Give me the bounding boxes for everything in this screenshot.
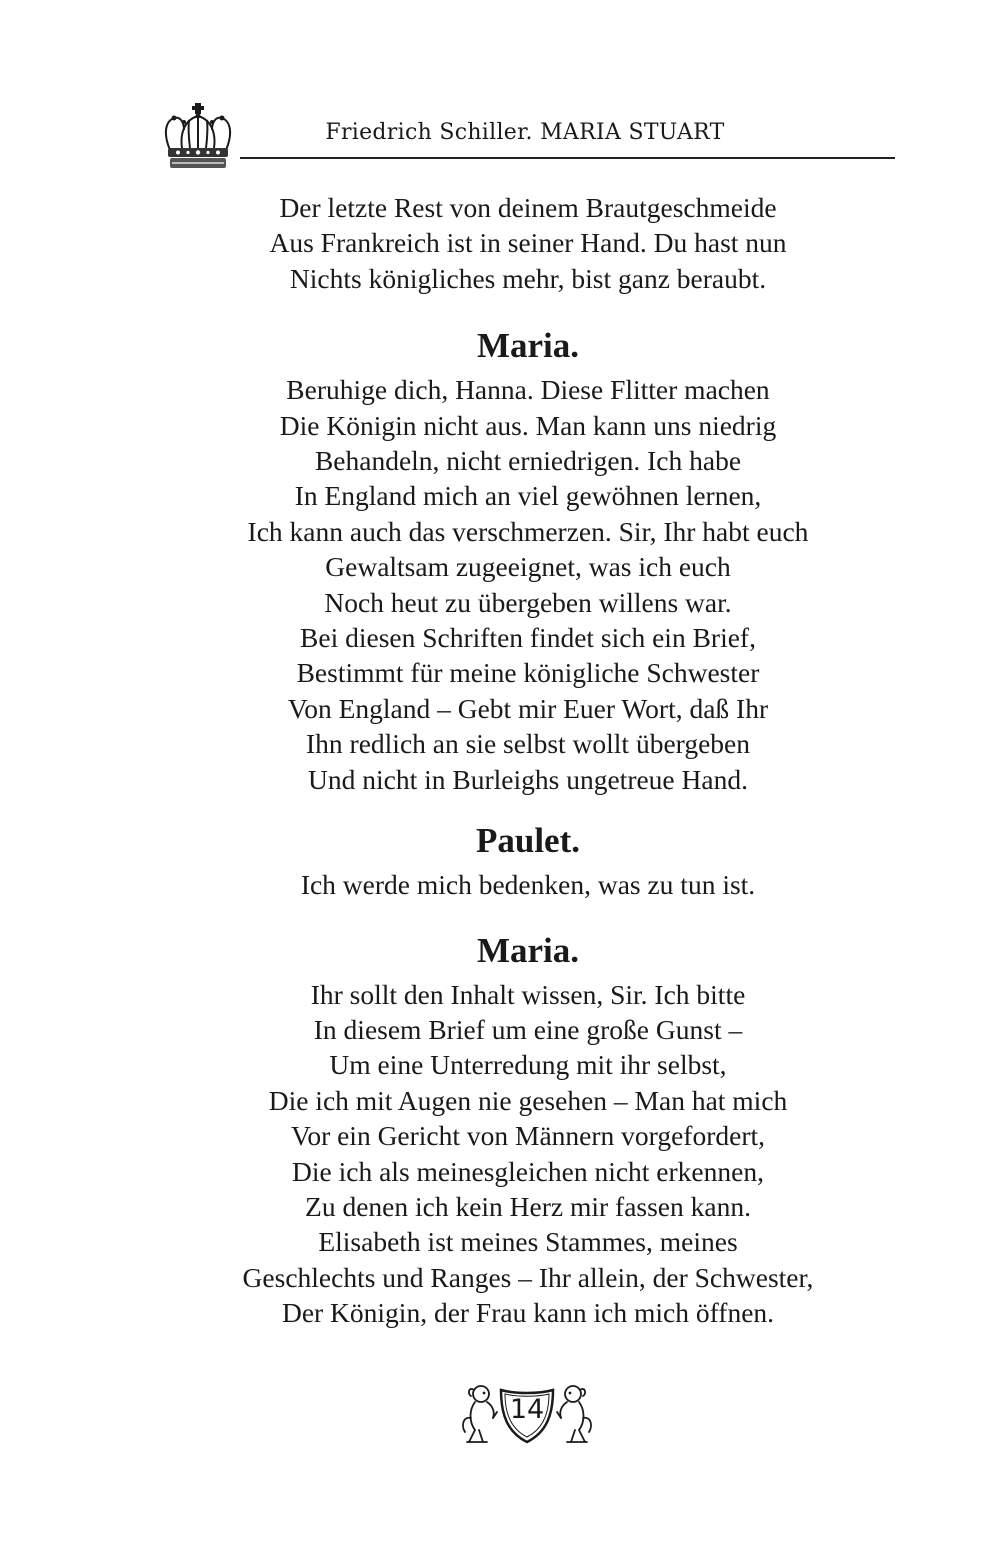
crown-icon bbox=[158, 100, 238, 172]
verse-line: Bestimmt für meine königliche Schwester bbox=[296, 657, 760, 689]
play-text bbox=[150, 190, 906, 1331]
verse-line: Ihr sollt den Inhalt wissen, Sir. Ich bitte bbox=[310, 978, 746, 1010]
verse-line: In England mich an viel gewöhnen lernen, bbox=[294, 480, 762, 512]
verse-line: Die Königin nicht aus. Man kann uns niedrig bbox=[279, 409, 777, 441]
verse-line: Ihn redlich an sie selbst wollt übergeben bbox=[306, 728, 750, 760]
speaker-name: Maria. bbox=[476, 930, 580, 970]
verse-line: Der Königin, der Frau kann ich mich öffnen. bbox=[281, 1297, 775, 1329]
verse-line: Und nicht in Burleighs ungetreue Hand. bbox=[308, 763, 748, 795]
page-number: 14 bbox=[509, 1394, 545, 1425]
verse-block bbox=[150, 190, 906, 296]
verse-block bbox=[150, 867, 906, 902]
verse-line: Geschlechts und Ranges – Ihr allein, der Schwester, bbox=[242, 1261, 814, 1293]
verse-line: Beruhige dich, Hanna. Diese Flitter machen bbox=[286, 374, 770, 406]
verse-line: Bei diesen Schriften findet sich ein Brief, bbox=[300, 622, 756, 654]
verse-line: Aus Frankreich ist in seiner Hand. Du hast nun bbox=[269, 227, 787, 259]
verse-line: Nichts königliches mehr, bist ganz beraubt. bbox=[289, 262, 767, 294]
verse-line: Zu denen ich kein Herz mir fassen kann. bbox=[305, 1190, 751, 1222]
verse-line: Noch heut zu übergeben willens war. bbox=[324, 586, 732, 618]
verse-line: Ich werde mich bedenken, was zu tun ist. bbox=[300, 869, 756, 901]
verse-block bbox=[150, 372, 906, 797]
header-rule bbox=[240, 157, 895, 159]
speaker-name: Paulet. bbox=[475, 821, 580, 861]
verse-line: Elisabeth ist meines Stammes, meines bbox=[318, 1226, 738, 1258]
running-title: Friedrich Schiller. MARIA STUART bbox=[325, 120, 725, 145]
verse-line: Gewaltsam zugeeignet, was ich euch bbox=[325, 551, 731, 583]
verse-block bbox=[150, 977, 906, 1331]
running-header bbox=[0, 0, 1000, 180]
verse-line: Um eine Unterredung mit ihr selbst, bbox=[329, 1049, 727, 1081]
verse-line: In diesem Brief um eine große Gunst – bbox=[313, 1013, 743, 1045]
lion-icon bbox=[553, 1382, 597, 1446]
verse-line: Die ich als meinesgleichen nicht erkennen, bbox=[292, 1155, 764, 1187]
verse-line: Von England – Gebt mir Euer Wort, daß Ihr bbox=[287, 692, 769, 724]
page-folio bbox=[455, 1380, 600, 1450]
verse-line: Behandeln, nicht erniedrigen. Ich habe bbox=[314, 445, 742, 477]
verse-line: Vor ein Gericht von Männern vorgefordert, bbox=[291, 1120, 765, 1152]
speaker-name: Maria. bbox=[476, 326, 580, 366]
verse-line: Ich kann auch das verschmerzen. Sir, Ihr habt euch bbox=[247, 515, 809, 547]
verse-line: Der letzte Rest von deinem Brautgeschmeide bbox=[279, 192, 777, 223]
verse-line: Die ich mit Augen nie gesehen – Man hat mich bbox=[268, 1084, 788, 1116]
